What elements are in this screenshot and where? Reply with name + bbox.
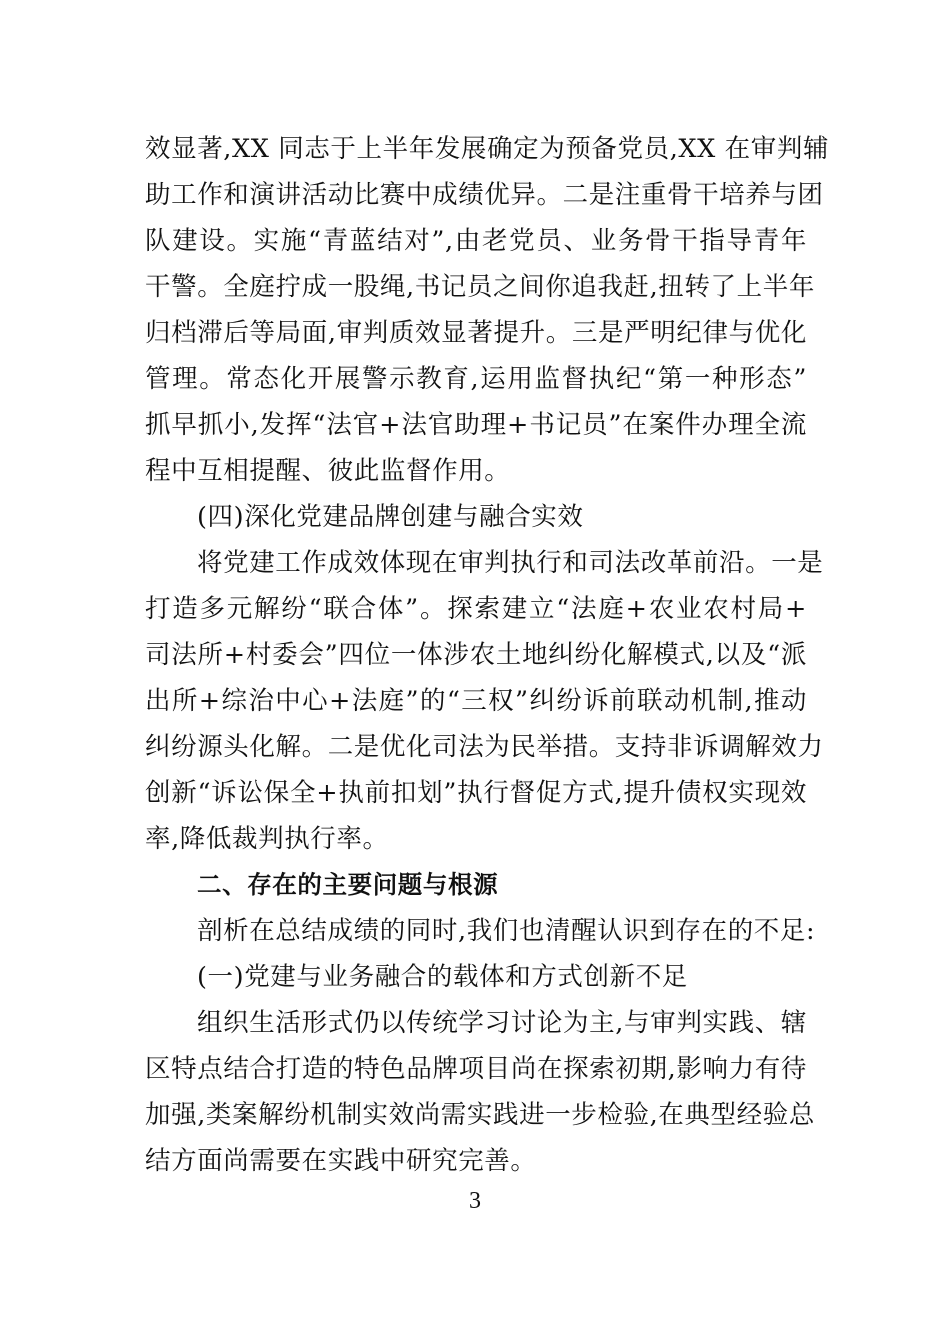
text-line: 出所+综治中心+法庭”的“三权”纠纷诉前联动机制,推动 [145, 686, 807, 716]
text-line: 纠纷源头化解。二是优化司法为民举措。支持非诉调解效力 [145, 732, 824, 762]
text-line: 助工作和演讲活动比赛中成绩优异。二是注重骨干培养与团 [145, 180, 824, 210]
subsection-heading: (一)党建与业务融合的载体和方式创新不足 [197, 962, 688, 992]
text-line: 抓早抓小,发挥“法官+法官助理+书记员”在案件办理全流 [145, 410, 807, 440]
text-line: 归档滞后等局面,审判质效显著提升。三是严明纪律与优化 [145, 318, 807, 348]
document-body [145, 126, 830, 1184]
text-line: 效显著,XX 同志于上半年发展确定为预备党员,XX 在审判辅 [145, 134, 830, 164]
text-line: 将党建工作成效体现在审判执行和司法改革前沿。一是 [197, 548, 824, 578]
text-line: 加强,类案解纷机制实效尚需实践进一步检验,在典型经验总 [145, 1100, 815, 1130]
text-line: 管理。常态化开展警示教育,运用监督执纪“第一种形态” [145, 364, 807, 394]
page-number: 3 [469, 1188, 481, 1214]
section-heading: 二、存在的主要问题与根源 [197, 870, 499, 899]
text-line: 剖析在总结成绩的同时,我们也清醒认识到存在的不足: [197, 916, 816, 946]
subsection-heading: (四)深化党建品牌创建与融合实效 [197, 502, 584, 532]
text-line: 打造多元解纷“联合体”。探索建立“法庭+农业农村局+ [145, 594, 807, 624]
text-line: 区特点结合打造的特色品牌项目尚在探索初期,影响力有待 [145, 1054, 807, 1084]
text-line: 率,降低裁判执行率。 [145, 824, 389, 854]
text-line: 司法所+村委会”四位一体涉农土地纠纷化解模式,以及“派 [145, 640, 807, 670]
text-line: 创新“诉讼保全+执前扣划”执行督促方式,提升债权实现效 [145, 778, 807, 808]
text-line: 结方面尚需要在实践中研究完善。 [145, 1146, 537, 1176]
text-line: 程中互相提醒、彼此监督作用。 [145, 456, 511, 486]
text-line: 组织生活形式仍以传统学习讨论为主,与审判实践、辖 [197, 1008, 807, 1038]
text-line: 干警。全庭拧成一股绳,书记员之间你追我赶,扭转了上半年 [145, 272, 815, 302]
text-line: 队建设。实施“青蓝结对”,由老党员、业务骨干指导青年 [145, 226, 807, 256]
